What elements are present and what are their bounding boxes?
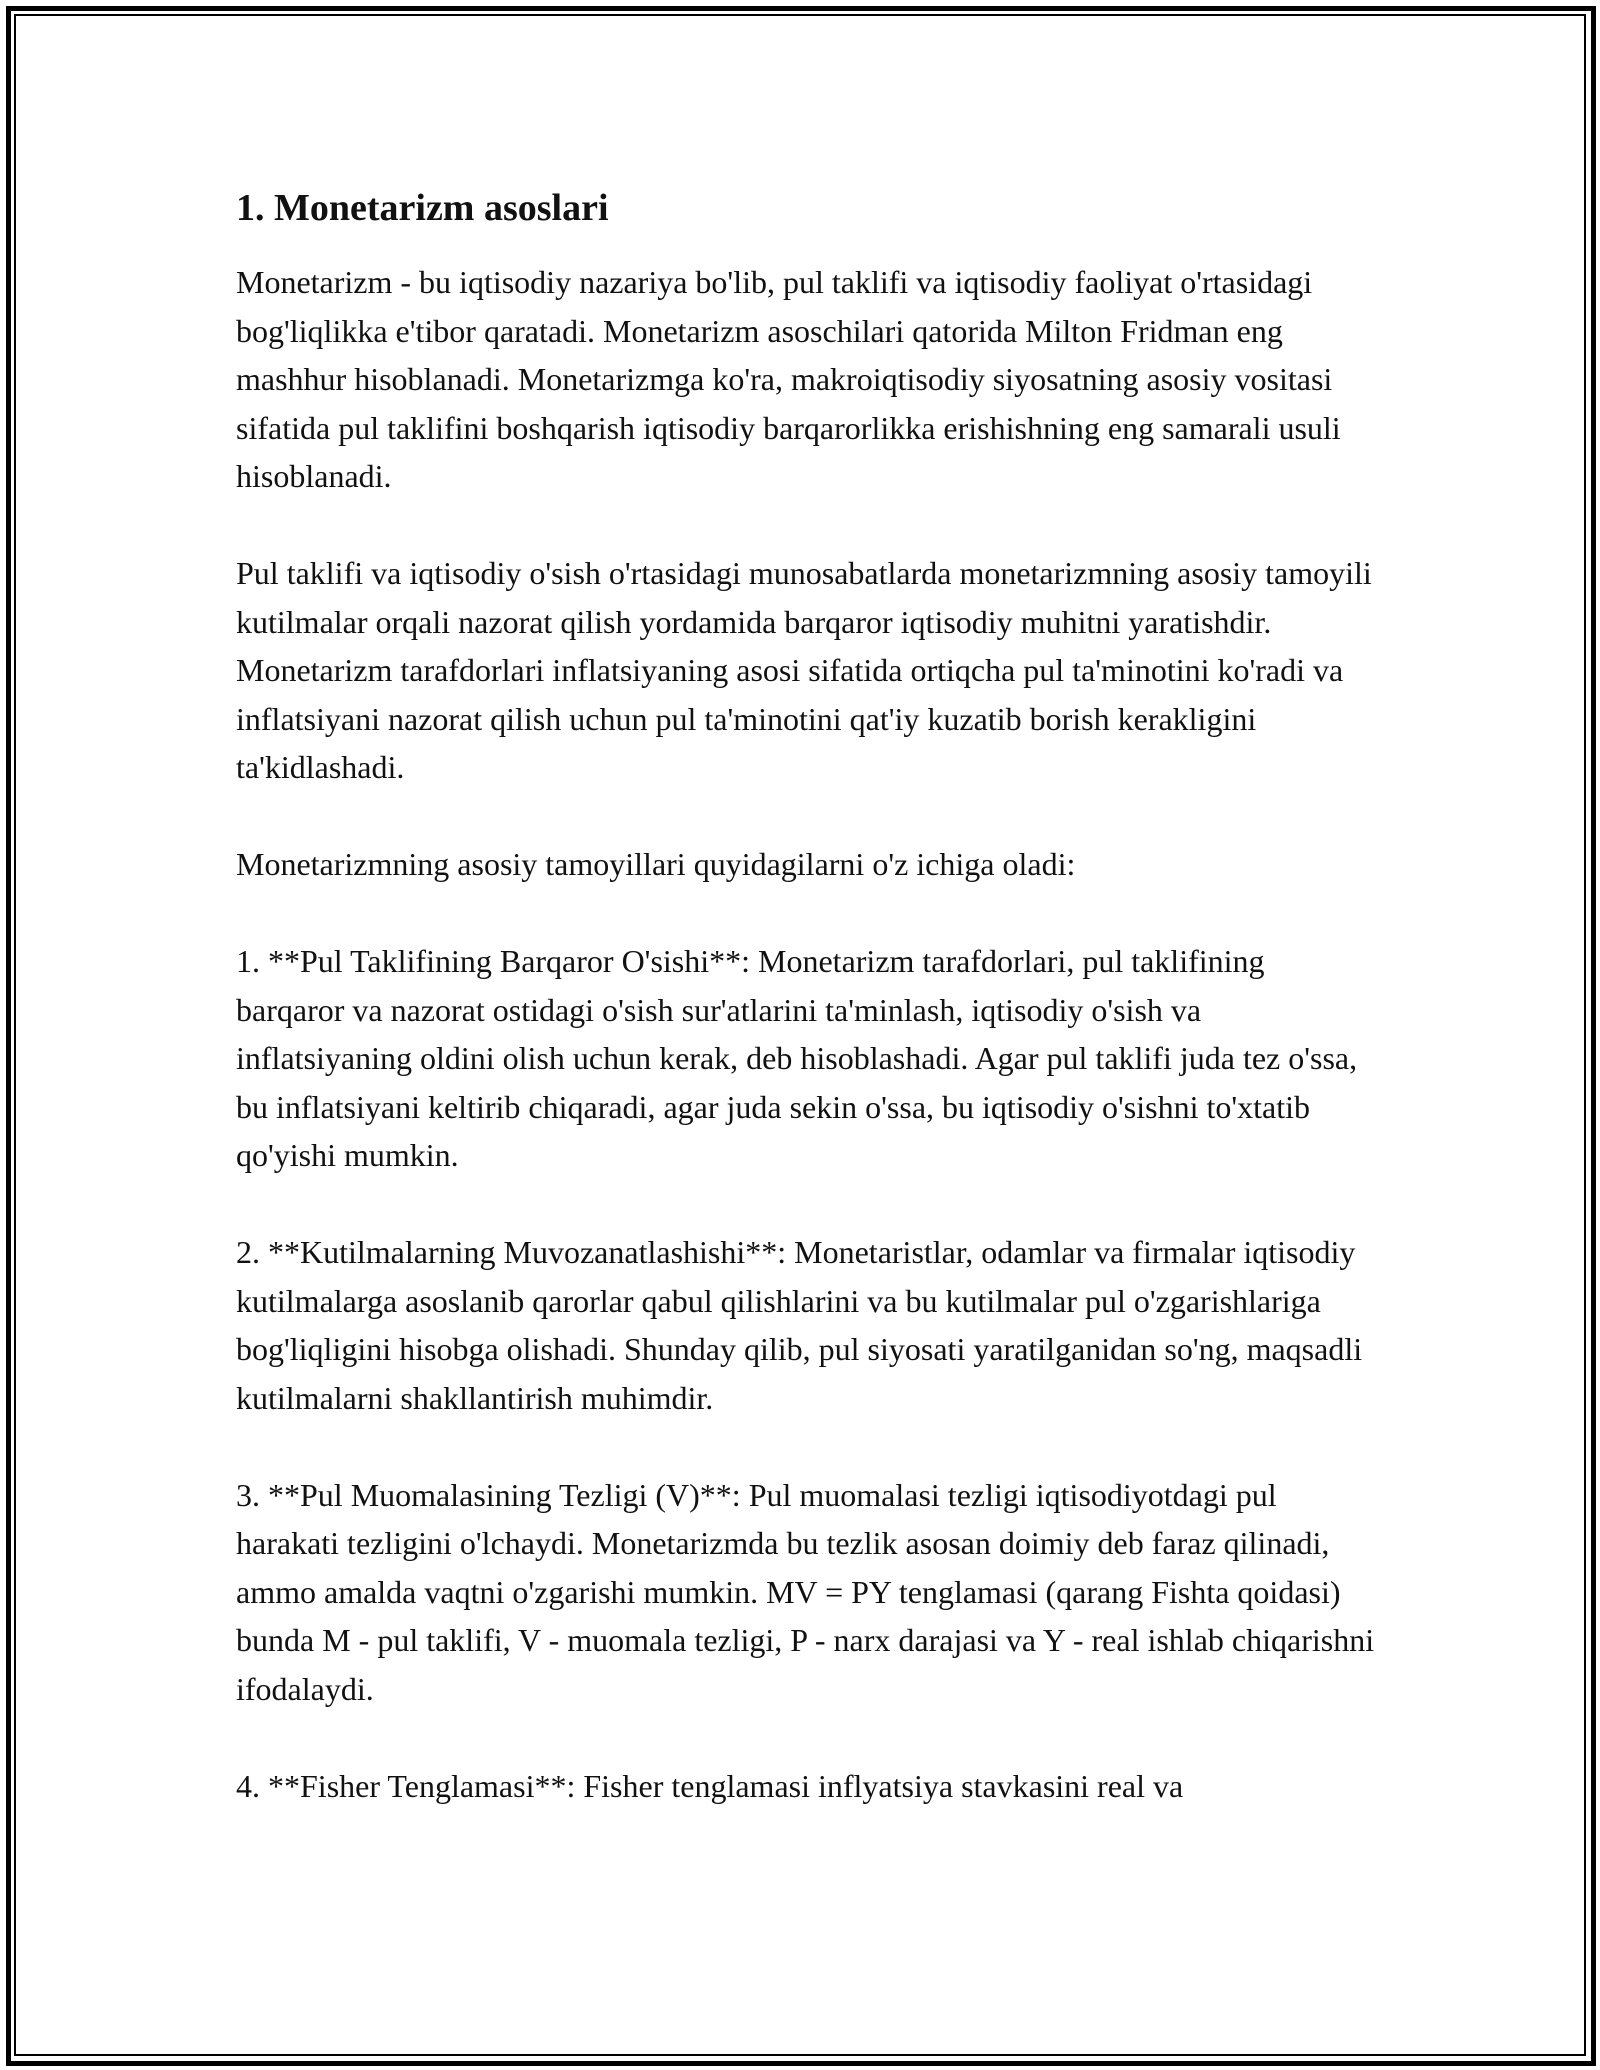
document-body — [236, 184, 1376, 1810]
list-item-4: 4. **Fisher Tenglamasi**: Fisher tenglamasi inflyatsiya stavkasini real va — [236, 1767, 1184, 1804]
document-title: 1. Monetarizm asoslari — [236, 187, 609, 229]
intro-paragraph: Monetarizm - bu iqtisodiy nazariya bo'lib, pul taklifi va iqtisodiy faoliyat o'rtasidagi bog'liqlikka e'tibor qaratadi. Monetarizm asoschilari qatorida Milton Fridman eng mashhur hisoblanadi. Monetarizmga ko'ra, makroiqtisodiy siyosatning asosiy vositasi sifatida pul taklifini boshqarish iqtisodiy barqarorlikka erishishning eng samarali usuli hisoblanadi. — [236, 264, 1341, 494]
list-item-2: 2. **Kutilmalarning Muvozanatlashishi**: Monetaristlar, odamlar va firmalar iqtisodiy kutilmalarga asoslanib qarorlar qabul qilishlarini va bu kutilmalar pul o'zgarishlariga bog'liqligini hisobga olishadi. Shunday qilib, pul siyosati yaratilganidan so'ng, maqsadli kutilmalarni shakllantirish muhimdir. — [236, 1234, 1363, 1416]
principle-paragraph: Pul taklifi va iqtisodiy o'sish o'rtasidagi munosabatlarda monetarizmning asosiy tamoyili kutilmalar orqali nazorat qilish yordamida barqaror iqtisodiy muhitni yaratishdir. Monetarizm tarafdorlari inflatsiyaning asosi sifatida ortiqcha pul ta'minotini ko'radi va inflatsiyani nazorat qilish uchun pul ta'minotini qat'iy kuzatib borish kerakligini ta'kidlashadi. — [236, 555, 1372, 785]
list-intro-paragraph: Monetarizmning asosiy tamoyillari quyidagilarni o'z ichiga oladi: — [236, 846, 1076, 882]
list-item-3: 3. **Pul Muomalasining Tezligi (V)**: Pul muomalasi tezligi iqtisodiyotdagi pul harakati tezligini o'lchaydi. Monetarizmda bu tezlik asosan doimiy deb faraz qilinadi, ammo amalda vaqtni o'zgarishi mumkin. MV = PY tenglamasi (qarang Fishta qoidasi) bunda M - pul taklifi, V - muomala tezligi, P - narx darajasi va Y - real ishlab chiqarishni ifodalaydi. — [236, 1476, 1375, 1707]
list-item-1: 1. **Pul Taklifining Barqaror O'sishi**: Monetarizm tarafdorlari, pul taklifining barqaror va nazorat ostidagi o'sish sur'atlarini ta'minlash, iqtisodiy o'sish va inflatsiyaning oldini olish uchun kerak, deb hisoblashadi. Agar pul taklifi juda tez o'ssa, bu inflatsiyani keltirib chiqaradi, agar juda sekin o'ssa, bu iqtisodiy o'sishni to'xtatib qo'yishi mumkin. — [236, 943, 1358, 1173]
